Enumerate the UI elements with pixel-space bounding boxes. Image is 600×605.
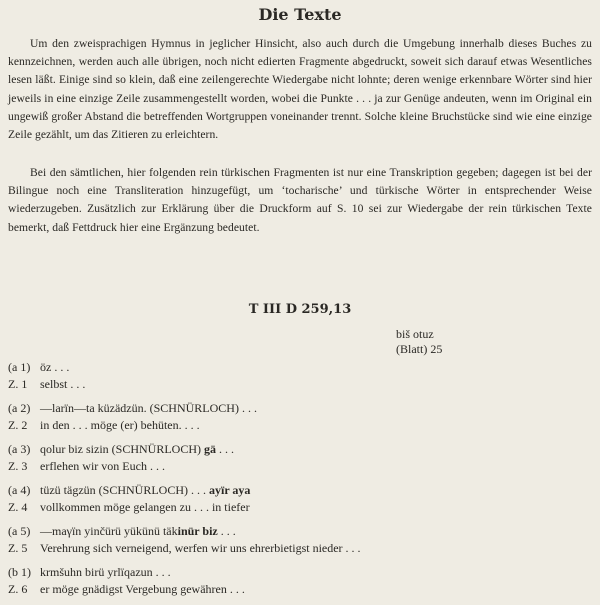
transcription-text: —larïn—ta küzädzün. (SCHNÜRLOCH) . . . [40, 401, 257, 415]
fragment-entries [8, 359, 592, 605]
translation-line [8, 417, 592, 434]
translation-text: in den . . . möge (er) behüten. . . . [40, 418, 200, 432]
transcription-line [8, 441, 592, 458]
z-label: Z. 2 [8, 418, 28, 432]
transcription-line [8, 359, 592, 376]
translation-text: selbst . . . [40, 377, 86, 391]
fragment-title: T III D 259,13 [248, 302, 352, 317]
translation-text: er möge gnädigst Vergebung gewähren . . . [40, 582, 245, 596]
transcription-line [8, 482, 592, 499]
transcription-text: öz . . . [40, 360, 70, 374]
line-label: (a 2) [8, 401, 31, 415]
translation-line [8, 458, 592, 475]
z-label: Z. 6 [8, 582, 28, 596]
transcription-text: tüzü tägzün (SCHNÜRLOCH) . . . [40, 483, 209, 497]
transcription-text: —maγïn yinčürü yükünü täk [40, 524, 178, 538]
line-label: (a 5) [8, 524, 31, 538]
z-label: Z. 1 [8, 377, 28, 391]
entry-a3 [8, 441, 592, 475]
paragraph-2: Bei den sämtlichen, hier folgenden rein türkischen Fragmenten ist nur eine Transkription gegeben; dagegen ist bei der Bilingue noch eine Transliteration hinzugefügt, um ‘tocharische’ und türkische Wörter in entsprechender Weise wiederzugeben. Zusätzlich zur Erklärung über die Druckform auf S. 10 sei zur Wiedergabe der rein türkischen Texte bemerkt, daß Fettdruck hier eine Ergänzung bedeutet. [8, 166, 592, 234]
line-label: (a 3) [8, 442, 31, 456]
transcription-line [8, 523, 592, 540]
translation-line [8, 376, 592, 393]
supplement-bold: ayïr aya [208, 483, 251, 497]
translation-line [8, 581, 592, 598]
translation-text: vollkommen möge gelangen zu . . . in tiefer [40, 500, 250, 514]
translation-text: Verehrung sich verneigend, werfen wir uns ehrerbietigst nieder . . . [40, 541, 361, 555]
transcription-line [8, 564, 592, 581]
page-title: Die Texte [258, 5, 342, 24]
entry-a4 [8, 482, 592, 516]
transcription-text: krmšuhn birü yrlïqazun . . . [40, 565, 171, 579]
entry-a1 [8, 359, 592, 393]
entry-a2 [8, 400, 592, 434]
entry-a5 [8, 523, 592, 557]
transcription-line [8, 400, 592, 417]
z-label: Z. 3 [8, 459, 28, 473]
z-label: Z. 4 [8, 500, 28, 514]
transcription-text: qolur biz sizin (SCHNÜRLOCH) [40, 442, 204, 456]
transcription-tail: . . . [217, 524, 236, 538]
supplement-bold: gä [204, 442, 216, 456]
translation-line [8, 540, 592, 557]
fragment-aside-leaf: (Blatt) 25 [396, 342, 443, 356]
line-label: (a 1) [8, 360, 31, 374]
entry-b1 [8, 564, 592, 598]
supplement-bold: inür biz [177, 524, 218, 538]
translation-text: erflehen wir von Euch . . . [40, 459, 165, 473]
fragment-aside-number: biš otuz [396, 327, 434, 341]
line-label: (b 1) [8, 565, 31, 579]
z-label: Z. 5 [8, 541, 28, 555]
paragraph-1: Um den zweisprachigen Hymnus in jeglicher Hinsicht, also auch durch die Umgebung innerhalb dieses Buches zu kennzeichnen, werden auch alle übrigen, noch nicht edierten Fragmente abgedruckt, soweit sich darauf etwas Wesentliches lesen läßt. Einige sind so klein, daß eine zeilengerechte Wiedergabe nicht lohnte; deren wenige erkennbare Wörter sind hier jeweils in eine einzige Zeile zusammengestellt worden, wobei die Punkte . . . ja zur Genüge andeuten, wenn im Original ein ungewiß großer Abstand die betreffenden Wortgruppen voneinander trennt. Solche kleine Bruchstücke sind wie eine einzige Zeile gezählt, um das Zitieren zu erleichtern. [8, 37, 592, 142]
transcription-tail: . . . [216, 442, 234, 456]
line-label: (a 4) [8, 483, 31, 497]
translation-line [8, 499, 592, 516]
